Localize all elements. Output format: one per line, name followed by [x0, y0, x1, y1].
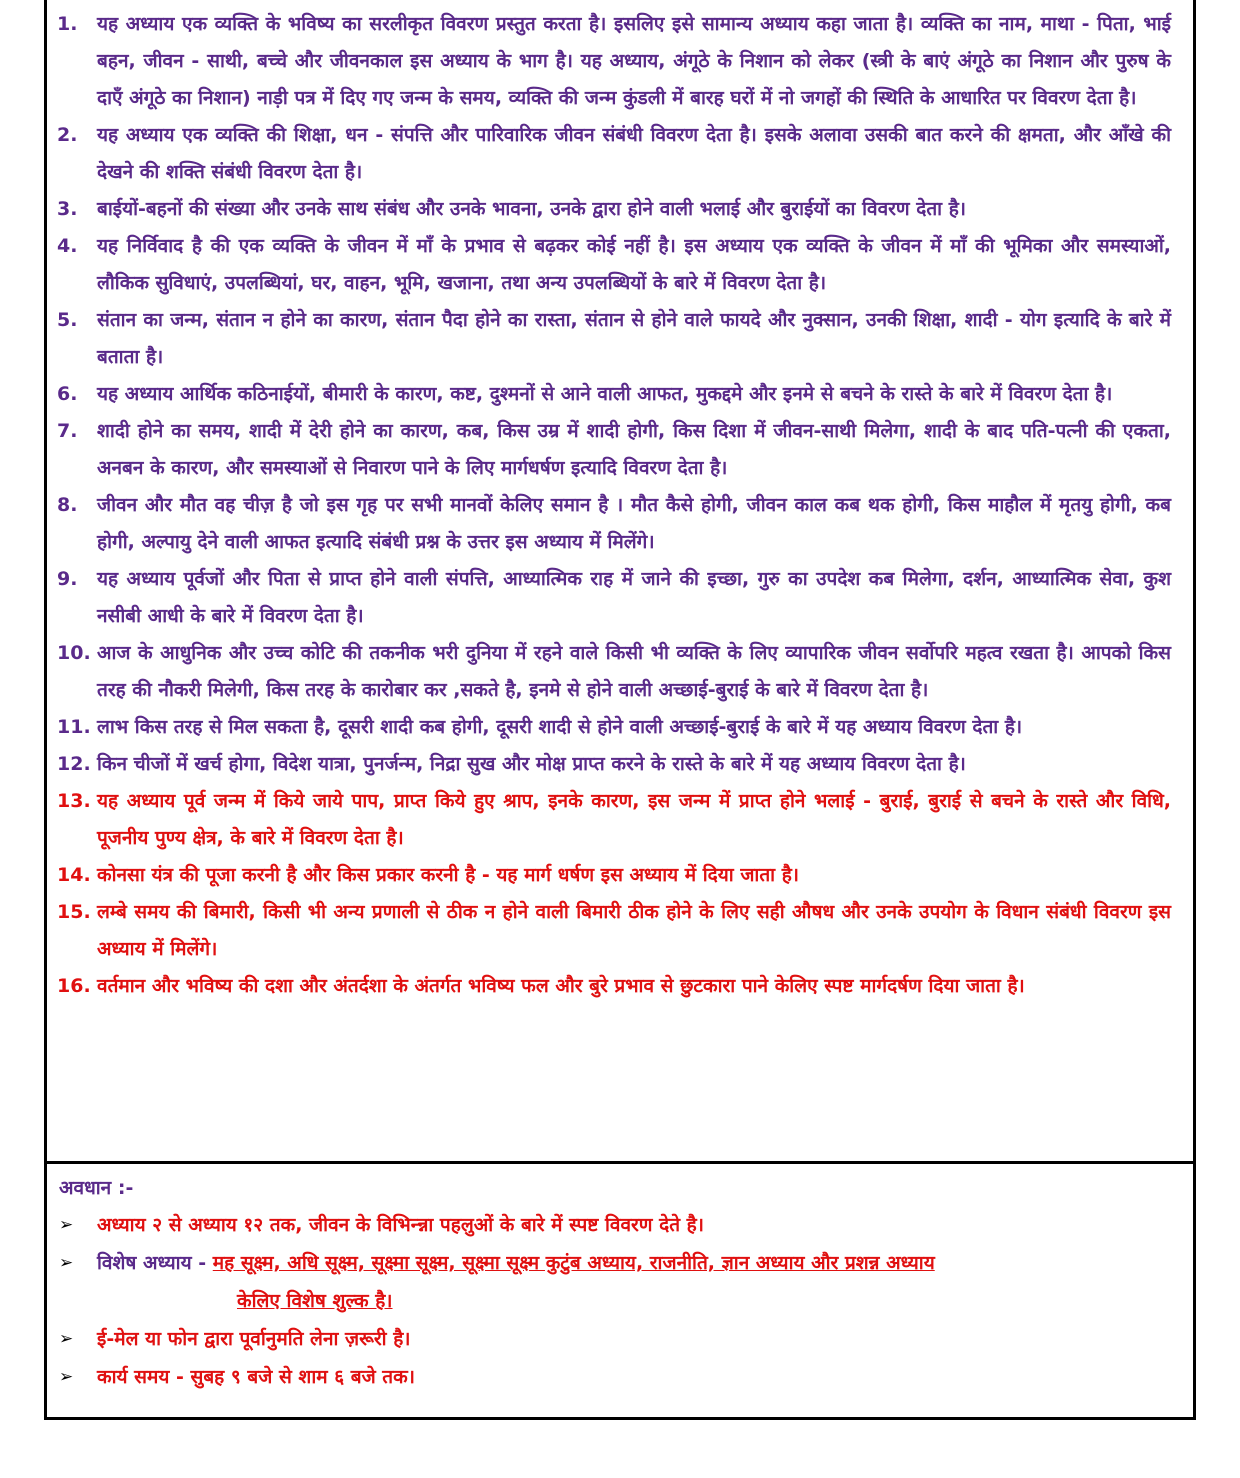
- item-number: 15.: [57, 901, 91, 923]
- item-text: लम्बे समय की बिमारी, किसी भी अन्य प्रणाली से ठीक न होने वाली बिमारी ठीक होने के लिए सही औषध और उनके उपयोग के विधान संबंधी विवरण इस अध्याय में मिलेंगे।: [97, 901, 1171, 960]
- item-text: यह अध्याय पूर्व जन्म में किये जाये पाप, प्राप्त किये हुए श्राप, इनके कारण, इस जन्म में प्राप्त होने भलाई - बुराई, बुराई से बचने के रास्ते और विधि, पूजनीय पुण्य क्षेत्र, के बारे में विवरण देता है।: [97, 790, 1171, 849]
- chapter-list: [47, 6, 1193, 1005]
- list-item: [47, 487, 1193, 561]
- list-item: [47, 376, 1193, 413]
- item-number: 13.: [57, 790, 91, 812]
- list-item: [47, 302, 1193, 376]
- item-text: कोनसा यंत्र की पूजा करनी है और किस प्रकार करनी है - यह मार्ग धर्षण इस अध्याय में दिया जाता है।: [97, 864, 799, 886]
- item-text: यह अध्याय पूर्वजों और पिता से प्राप्त होने वाली संपत्ति, आध्यात्मिक राह में जाने की इच्छा, गुरु का उपदेश कब मिलेगा, दर्शन, आध्यात्मिक सेवा, कुश नसीबी आधी के बारे में विवरण देता है।: [97, 568, 1171, 627]
- item-number: 8.: [57, 494, 78, 516]
- item-text: आज के आधुनिक और उच्च कोटि की तकनीक भरी दुनिया में रहने वाले किसी भी व्यक्ति के लिए व्यापारिक जीवन सर्वोपरि महत्व रखता है। आपको किस तरह की नौकरी मिलेगी, किस तरह के कारोबार कर ,सकते है, इनमे से होने वाली अच्छाई-बुराई के बारे में विवरण देता है।: [97, 642, 1171, 701]
- list-item: [47, 635, 1193, 709]
- item-text: जीवन और मौत वह चीज़ है जो इस गृह पर सभी मानवों केलिए समान है । मौत कैसे होगी, जीवन काल कब थक होगी, किस माहौल में मृतयु होगी, कब होगी, अल्पायु देने वाली आफत इत्यादि संबंधी प्रश्न के उत्तर इस अध्याय में मिलेंगे।: [97, 494, 1171, 553]
- item-text: संतान का जन्म, संतान न होने का कारण, संतान पैदा होने का रास्ता, संतान से होने वाले फायदे और नुक्सान, उनकी शिक्षा, शादी - योग इत्यादि के बारे में बताता है।: [97, 309, 1171, 368]
- item-number: 2.: [57, 124, 78, 146]
- item-number: 9.: [57, 568, 78, 590]
- note-text: ई-मेल या फोन द्वारा पूर्वानुमति लेना ज़रूरी है।: [97, 1328, 411, 1350]
- note-bullet: [47, 1358, 1193, 1396]
- item-text: यह निर्विवाद है की एक व्यक्ति के जीवन में माँ के प्रभाव से बढ़कर कोई नहीं है। इस अध्याय एक व्यक्ति के जीवन में माँ की भूमिका और समस्याओं, लौकिक सुविधाएं, उपलब्धियां, घर, वाहन, भूमि, खजाना, तथा अन्य उपलब्धियों के बारे में विवरण देता है।: [97, 235, 1171, 294]
- list-item: [47, 783, 1193, 857]
- item-number: 12.: [57, 753, 91, 775]
- item-text: लाभ किस तरह से मिल सकता है, दूसरी शादी कब होगी, दूसरी शादी से होने वाली अच्छाई-बुराई के बारे में यह अध्याय विवरण देता है।: [97, 716, 1023, 738]
- item-number: 7.: [57, 420, 78, 442]
- special-chapter-label: विशेष अध्याय -: [97, 1252, 213, 1274]
- list-item: [47, 968, 1193, 1005]
- list-item: [47, 894, 1193, 968]
- item-number: 5.: [57, 309, 78, 331]
- item-number: 11.: [57, 716, 91, 738]
- note-bullet: [47, 1206, 1193, 1244]
- list-item: [47, 191, 1193, 228]
- list-item: [47, 561, 1193, 635]
- item-number: 10.: [57, 642, 91, 664]
- item-number: 3.: [57, 198, 78, 220]
- list-item: [47, 746, 1193, 783]
- item-text: शादी होने का समय, शादी में देरी होने का कारण, कब, किस उम्र में शादी होगी, किस दिशा में जीवन-साथी मिलेगा, शादी के बाद पति-पत्नी की एकता, अनबन के कारण, और समस्याओं से निवारण पाने के लिए मार्गधर्षण इत्यादि विवरण देता है।: [97, 420, 1171, 479]
- item-number: 16.: [57, 975, 91, 997]
- item-number: 14.: [57, 864, 91, 886]
- special-chapter-list: मह सूक्ष्म, अधि सूक्ष्म, सूक्ष्मा सूक्ष्म, सूक्ष्मा सूक्ष्म कुटुंब अध्याय, राजनीति, ज्ञान अध्याय और प्रशन्न अध्याय: [212, 1252, 935, 1274]
- arrow-bullet-icon: ➢: [59, 1367, 74, 1387]
- arrow-bullet-icon: ➢: [59, 1253, 74, 1273]
- list-item: [47, 117, 1193, 191]
- arrow-bullet-icon: ➢: [59, 1329, 74, 1349]
- item-text: यह अध्याय एक व्यक्ति की शिक्षा, धन - संपत्ति और पारिवारिक जीवन संबंधी विवरण देता है। इसके अलावा उसकी बात करने की क्षमता, और आँखे की देखने की शक्ति संबंधी विवरण देता है।: [97, 124, 1171, 183]
- list-item: [47, 6, 1193, 117]
- item-number: 6.: [57, 383, 78, 405]
- item-text: बाईयों-बहनों की संख्या और उनके साथ संबंध और उनके भावना, उनके द्वारा होने वाली भलाई और बुराईयों का विवरण देता है।: [97, 198, 967, 220]
- list-item: [47, 413, 1193, 487]
- special-fee-note: केलिए विशेष शुल्क है।: [237, 1290, 393, 1312]
- item-number: 4.: [57, 235, 78, 257]
- note-section: [47, 1170, 1193, 1396]
- document-frame: [44, 0, 1196, 1420]
- list-item: [47, 857, 1193, 894]
- note-text: [97, 1244, 1193, 1320]
- item-text: यह अध्याय आर्थिक कठिनाईयों, बीमारी के कारण, कष्ट, दुश्मनों से आने वाली आफत, मुकद्दमे और इनमे से बचने के रास्ते के बारे में विवरण देता है।: [97, 383, 1113, 405]
- item-number: 1.: [57, 13, 78, 35]
- list-item: [47, 709, 1193, 746]
- item-text: वर्तमान और भविष्य की दशा और अंतर्दशा के अंतर्गत भविष्य फल और बुरे प्रभाव से छुटकारा पाने केलिए स्पष्ट मार्गदर्षण दिया जाता है।: [97, 975, 1025, 997]
- section-divider: [47, 1161, 1193, 1164]
- list-item: [47, 228, 1193, 302]
- arrow-bullet-icon: ➢: [59, 1215, 74, 1235]
- note-text: अध्याय २ से अध्याय १२ तक, जीवन के विभिन्न्ना पहलुओं के बारे में स्पष्ट विवरण देते है।: [97, 1214, 704, 1236]
- item-text: यह अध्याय एक व्यक्ति के भविष्य का सरलीकृत विवरण प्रस्तुत करता है। इसलिए इसे सामान्य अध्याय कहा जाता है। व्यक्ति का नाम, माथा - पिता, भाई बहन, जीवन - साथी, बच्चे और जीवनकाल इस अध्याय के भाग है। यह अध्याय, अंगूठे के निशान को लेकर (स्त्री के बाएं अंगूठे का निशान और पुरुष के दाएँ अंगूठे का निशान) नाड़ी पत्र में दिए गए जन्म के समय, व्यक्ति की जन्म कुंडली में बारह घरों में नो जगहों की स्थिति के आधारित पर विवरण देता है।: [97, 13, 1171, 109]
- note-title: अवधान :-: [59, 1177, 134, 1199]
- note-bullet: [47, 1320, 1193, 1358]
- item-text: किन चीजों में खर्च होगा, विदेश यात्रा, पुनर्जन्म, निद्रा सुख और मोक्ष प्राप्त करने के रास्ते के बारे में यह अध्याय विवरण देता है।: [97, 753, 966, 775]
- note-text: कार्य समय - सुबह ९ बजे से शाम ६ बजे तक।: [97, 1366, 415, 1388]
- note-bullet: [47, 1244, 1193, 1320]
